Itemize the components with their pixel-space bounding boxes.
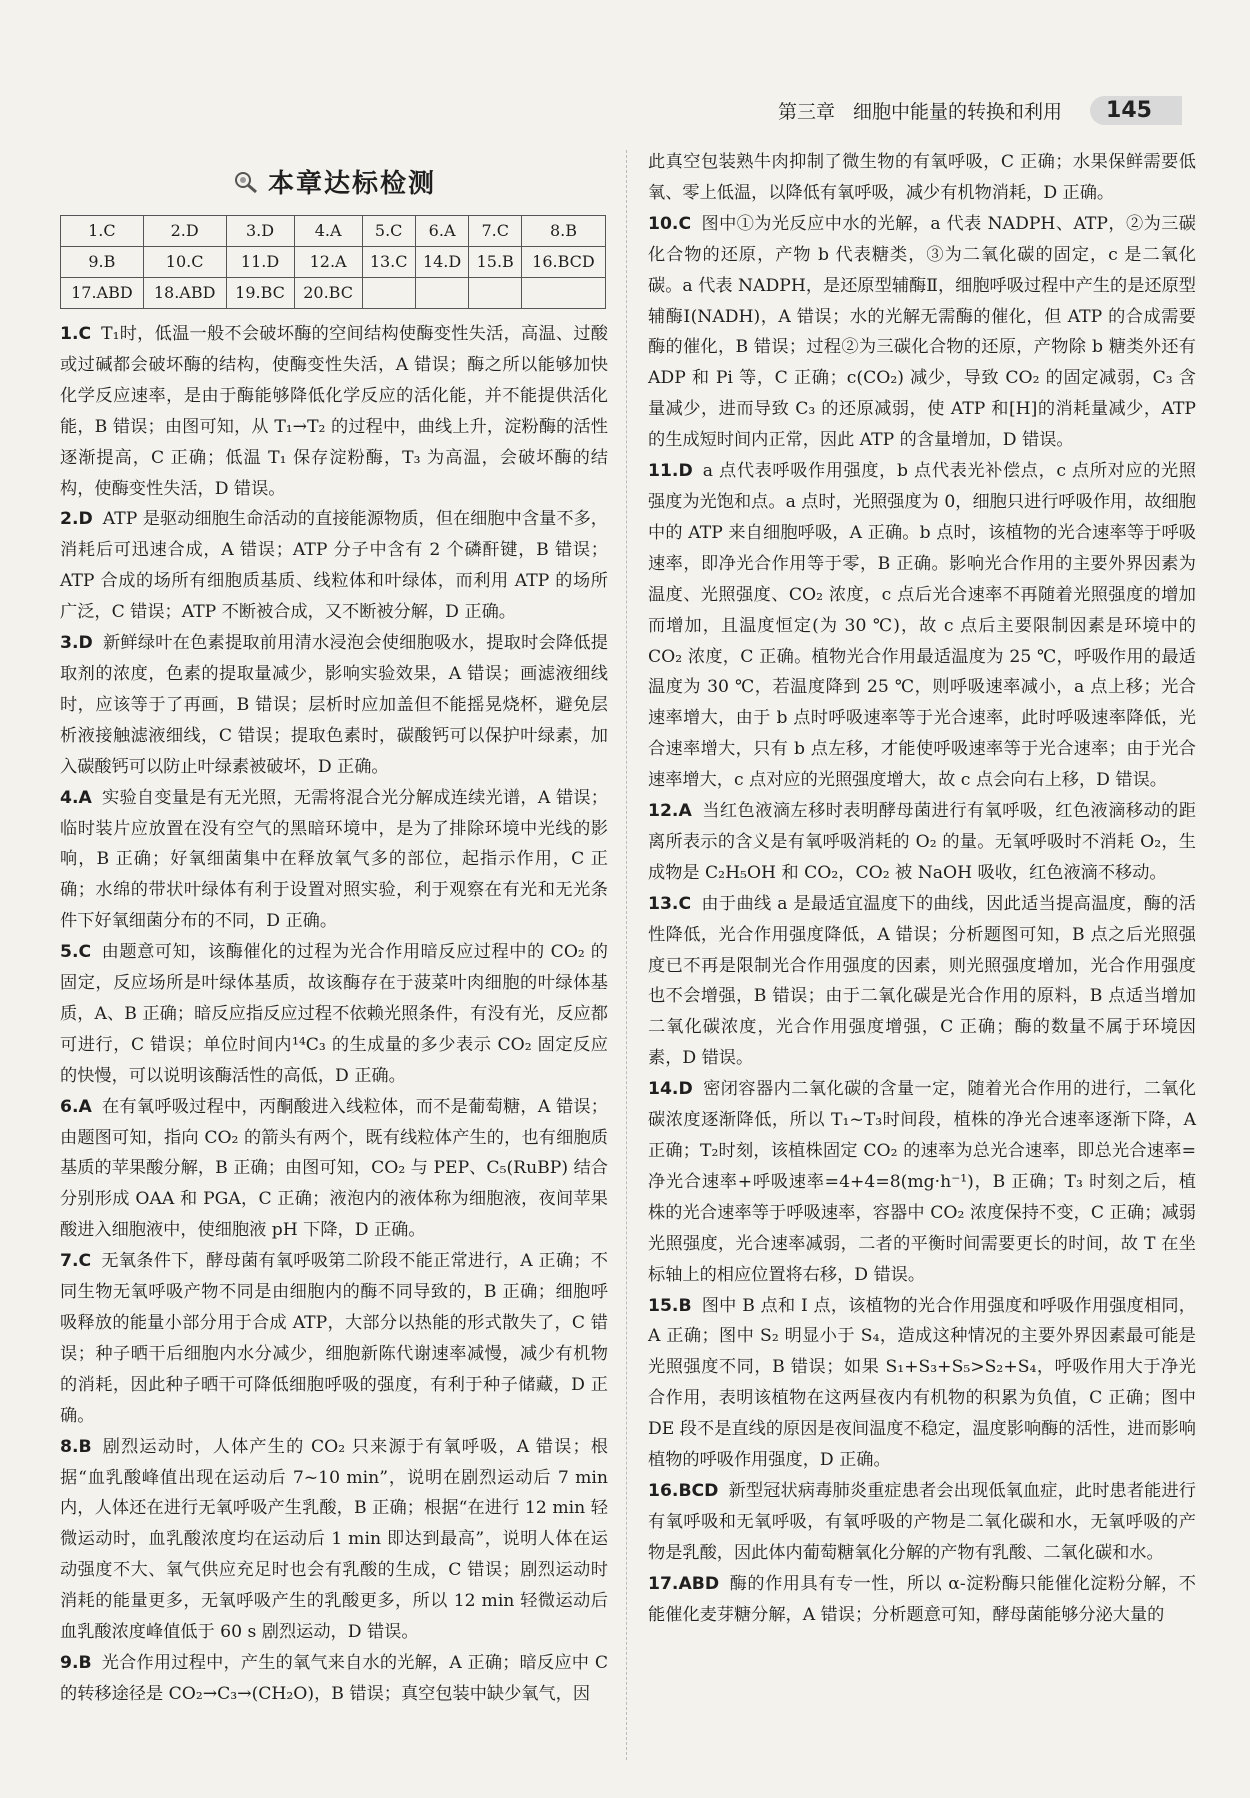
answer-explanation bbox=[648, 456, 1196, 796]
answer-cell: 4.A bbox=[294, 216, 362, 247]
answer-explanation bbox=[60, 1432, 608, 1648]
answer-cell: 20.BC bbox=[294, 278, 362, 309]
answer-cell: 7.C bbox=[469, 216, 521, 247]
answer-cell: 1.C bbox=[61, 216, 144, 247]
explanation-text: 新鲜绿叶在色素提取前用清水浸泡会使细胞吸水，提取时会降低提取剂的浓度，色素的提取量减少，影响实验效果，A 错误；画滤液细线时，应该等于了再画，B 错误；层析时应加盖但不能摇晃烧杯，避免层析液接触滤液细线，C 错误；提取色素时，碳酸钙可以保护叶绿素，加入碳酸钙可以防止叶绿素被破坏，D 正确。 bbox=[60, 633, 608, 777]
answer-explanation bbox=[648, 1291, 1196, 1476]
section-title bbox=[60, 166, 608, 205]
answer-explanation bbox=[648, 1476, 1196, 1569]
question-number: 9.B bbox=[60, 1652, 92, 1673]
answer-cell bbox=[415, 278, 469, 309]
answer-table-row bbox=[61, 216, 606, 247]
answer-cell: 15.B bbox=[469, 247, 521, 278]
explanation-text: 酶的作用具有专一性，所以 α-淀粉酶只能催化淀粉分解，不能催化麦芽糖分解，A 错误；分析题意可知，酵母菌能够分泌大量的 bbox=[648, 1573, 1196, 1625]
question-number: 5.C bbox=[60, 942, 92, 963]
answer-explanation bbox=[648, 889, 1196, 1074]
page-header bbox=[778, 92, 1250, 128]
answer-explanation bbox=[60, 319, 608, 504]
question-number: 7.C bbox=[60, 1251, 92, 1272]
explanation-text: 由于曲线 a 是最适宜温度下的曲线，因此适当提高温度，酶的活性降低，光合作用强度降低，A 错误；分析题图可知，B 点之后光照强度已不再是限制光合作用强度的因素，则光照强度增加，光合作用强度也不会增强，B 错误；由于二氧化碳是光合作用的原料，B 点适当增加二氧化碳浓度，光合作用强度增强，C 正确；酶的数量不属于环境因素，D 错误。 bbox=[648, 893, 1196, 1069]
question-number: 14.D bbox=[648, 1079, 693, 1100]
explanation-text: 剧烈运动时，人体产生的 CO₂ 只来源于有氧呼吸，A 错误；根据“血乳酸峰值出现在运动后 7~10 min”，说明在剧烈运动后 7 min 内，人体还在进行无氧呼吸产生乳酸，B 正确；根据“在进行 12 min 轻微运动时，血乳酸浓度均在运动后 1 min 即达到最高”，说明人体在运动强度不大、氧气供应充足时也会有乳酸的生成，C 错误；剧烈运动时消耗的能量更多，无氧呼吸产生的乳酸更多，所以 12 min 轻微运动后血乳酸浓度峰值低于 60 s 剧烈运动，D 错误。 bbox=[60, 1436, 608, 1643]
question-number: 12.A bbox=[648, 801, 692, 822]
explanation-text: 在有氧呼吸过程中，丙酮酸进入线粒体，而不是葡萄糖，A 错误；由题图可知，指向 CO₂ 的箭头有两个，既有线粒体产生的，也有细胞质基质的苹果酸分解，B 正确；由图可知，CO₂ 与 PEP、C₅(RuBP) 结合分别形成 OAA 和 PGA，C 正确；液泡内的液体称为细胞液，夜间苹果酸进入细胞液中，使细胞液 pH 下降，D 正确。 bbox=[60, 1096, 608, 1241]
answer-table bbox=[60, 215, 606, 309]
question-number: 15.B bbox=[648, 1295, 692, 1316]
answer-explanation bbox=[60, 1246, 608, 1431]
answer-table-row bbox=[61, 278, 606, 309]
explanation-text: 由题意可知，该酶催化的过程为光合作用暗反应过程中的 CO₂ 的固定，反应场所是叶绿体基质，故该酶存在于菠菜叶肉细胞的叶绿体基质，A、B 正确；暗反应指反应过程不依赖光照条件，有没有光，反应都可进行，C 错误；单位时间内¹⁴C₃ 的生成量的多少表示 CO₂ 固定反应的快慢，可以说明该酶活性的高低，D 正确。 bbox=[60, 942, 608, 1086]
column-divider bbox=[626, 150, 627, 1760]
question-number: 2.D bbox=[60, 509, 93, 530]
explanation-text: 实验自变量是有无光照，无需将混合光分解成连续光谱，A 错误；临时装片应放置在没有空气的黑暗环境中，是为了排除环境中光线的影响，B 正确；好氧细菌集中在释放氧气多的部位，起指示作用，C 正确；水绵的带状叶绿体有利于设置对照实验，利于观察在有光和无光条件下好氧细菌分布的不同，D 正确。 bbox=[60, 787, 608, 932]
answer-cell bbox=[469, 278, 521, 309]
question-number: 4.A bbox=[60, 787, 92, 808]
answer-explanation bbox=[648, 1569, 1196, 1631]
question-number: 16.BCD bbox=[648, 1480, 719, 1501]
answer-table-row bbox=[61, 247, 606, 278]
page-number: 145 bbox=[1090, 96, 1182, 125]
explanation-text: ATP 是驱动细胞生命活动的直接能源物质，但在细胞中含量不多，消耗后可迅速合成，A 错误；ATP 分子中含有 2 个磷酐键，B 错误；ATP 合成的场所有细胞质基质、线粒体和叶绿体，而利用 ATP 的场所广泛，C 错误；ATP 不断被合成，又不断被分解，D 正确。 bbox=[60, 509, 608, 623]
answer-cell bbox=[521, 278, 605, 309]
answer-cell: 5.C bbox=[362, 216, 415, 247]
explanation-text: 无氧条件下，酵母菌有氧呼吸第二阶段不能正常进行，A 正确；不同生物无氧呼吸产物不同是由细胞内的酶不同导致的，B 正确；细胞呼吸释放的能量小部分用于合成 ATP，大部分以热能的形式散失了，C 错误；种子晒干后细胞内水分减少，细胞新陈代谢速率减慢，减少有机物的消耗，因此种子晒干可降低细胞呼吸的强度，有利于种子储藏，D 正确。 bbox=[60, 1251, 608, 1426]
explanation-text: T₁时，低温一般不会破坏酶的空间结构使酶变性失活，高温、过酸或过碱都会破坏酶的结构，使酶变性失活，A 错误；酶之所以能够加快化学反应速率，是由于酶能够降低化学反应的活化能，并不能提供活化能，B 错误；由图可知，从 T₁→T₂ 的过程中，曲线上升，淀粉酶的活性逐渐提高，C 正确；低温 T₁ 保存淀粉酶，T₃ 为高温，会破坏酶的结构，使酶变性失活，D 错误。 bbox=[60, 324, 608, 499]
answer-cell: 19.BC bbox=[226, 278, 294, 309]
question-number: 13.C bbox=[648, 893, 692, 914]
answer-explanation bbox=[648, 1074, 1196, 1290]
answer-explanation bbox=[60, 937, 608, 1092]
chapter-title: 细胞中能量的转换和利用 bbox=[853, 100, 1063, 123]
answer-explanation bbox=[60, 1092, 608, 1247]
explanation-text: 图中①为光反应中水的光解，a 代表 NADPH、ATP，②为三碳化合物的还原，产物 b 代表糖类，③为二氧化碳的固定，c 是二氧化碳。a 代表 NADPH，是还原型辅酶Ⅱ，细胞呼吸过程中产生的是还原型辅酶Ⅰ(NADH)，A 错误；水的光解无需酶的催化，但 ATP 的合成需要酶的催化，B 错误；过程②为三碳化合物的还原，产物除 b 糖类外还有 ADP 和 Pi 等，C 正确；c(CO₂) 减少，导致 CO₂ 的固定减弱，C₃ 含量减少，进而导致 C₃ 的还原减弱，使 ATP 和[H]的消耗量减少，ATP 的生成短时间内正常，因此 ATP 的含量增加，D 错误。 bbox=[648, 213, 1196, 451]
answer-cell: 16.BCD bbox=[521, 247, 605, 278]
question-number: 17.ABD bbox=[648, 1573, 720, 1594]
question-number: 1.C bbox=[60, 324, 92, 344]
answer-explanation bbox=[648, 796, 1196, 889]
explanation-text: a 点代表呼吸作用强度，b 点代表光补偿点，c 点所对应的光照强度为光饱和点。a 点时，光照强度为 0，细胞只进行呼吸作用，故细胞中的 ATP 来自细胞呼吸，A 正确。b 点时，该植物的光合速率等于呼吸速率，即净光合作用等于零，B 正确。影响光合作用的主要外界因素为温度、光照强度、CO₂ 浓度，c 点后光合速率不再随着光照强度的增加而增加，且温度恒定(为 30 ℃)，故 c 点后主要限制因素是环境中的 CO₂ 浓度，C 正确。植物光合作用最适温度为 25 ℃，呼吸作用的最适温度为 30 ℃，若温度降到 25 ℃，则呼吸速率减小，a 点上移；光合速率增大，由于 b 点时呼吸速率等于光合速率，此时呼吸速率降低，光合速率增大，只有 b 点左移，才能使呼吸速率等于光合速率；由于光合速率增大，c 点对应的光照强度增大，故 c 点会向右上移，D 错误。 bbox=[648, 461, 1196, 791]
left-column bbox=[60, 160, 608, 1710]
question-number: 10.C bbox=[648, 213, 692, 234]
right-answer-list bbox=[648, 147, 1196, 1631]
answer-cell: 12.A bbox=[294, 247, 362, 278]
answer-explanation bbox=[60, 504, 608, 628]
answer-cell: 9.B bbox=[61, 247, 144, 278]
answer-cell bbox=[362, 278, 415, 309]
answer-cell: 18.ABD bbox=[143, 278, 226, 309]
answer-explanation bbox=[60, 628, 608, 783]
question-number: 6.A bbox=[60, 1096, 92, 1117]
explanation-text: 图中 B 点和 I 点，该植物的光合作用强度和呼吸作用强度相同，A 正确；图中 S₂ 明显小于 S₄，造成这种情况的主要外界因素最可能是光照强度不同，B 错误；如果 S₁+S₃+S₅>S₂+S₄，呼吸作用大于净光合作用，表明该植物在这两昼夜内有机物的积累为负值，C 正确；图中 DE 段不是直线的原因是夜间温度不稳定，温度影响酶的活性，进而影响植物的呼吸作用强度，D 正确。 bbox=[648, 1295, 1196, 1471]
answer-cell: 10.C bbox=[143, 247, 226, 278]
answer-cell: 6.A bbox=[415, 216, 469, 247]
question-number: 3.D bbox=[60, 633, 93, 654]
answer-explanation bbox=[648, 147, 1196, 209]
answer-cell: 8.B bbox=[521, 216, 605, 247]
chapter-label: 第三章 bbox=[778, 100, 836, 123]
explanation-text: 光合作用过程中，产生的氧气来自水的光解，A 正确；暗反应中 C 的转移途径是 CO₂→C₃→(CH₂O)，B 错误；真空包装中缺少氧气，因 bbox=[60, 1652, 608, 1704]
explanation-text: 此真空包装熟牛肉抑制了微生物的有氧呼吸，C 正确；水果保鲜需要低氧、零上低温，以降低有氧呼吸，减少有机物消耗，D 正确。 bbox=[648, 152, 1196, 203]
magnifier-icon bbox=[232, 169, 260, 205]
explanation-text: 当红色液滴左移时表明酵母菌进行有氧呼吸，红色液滴移动的距离所表示的含义是有氧呼吸消耗的 O₂ 的量。无氧呼吸时不消耗 O₂，生成物是 C₂H₅OH 和 CO₂，CO₂ 被 NaOH 吸收，红色液滴不移动。 bbox=[648, 801, 1196, 883]
right-column bbox=[648, 147, 1196, 1631]
answer-cell: 13.C bbox=[362, 247, 415, 278]
answer-explanation bbox=[648, 209, 1196, 456]
answer-cell: 3.D bbox=[226, 216, 294, 247]
answer-cell: 14.D bbox=[415, 247, 469, 278]
question-number: 11.D bbox=[648, 461, 693, 482]
answer-explanation bbox=[60, 783, 608, 938]
answer-explanation bbox=[60, 1648, 608, 1710]
answer-cell: 17.ABD bbox=[61, 278, 144, 309]
explanation-text: 新型冠状病毒肺炎重症患者会出现低氧血症，此时患者能进行有氧呼吸和无氧呼吸，有氧呼吸的产物是二氧化碳和水，无氧呼吸的产物是乳酸，因此体内葡萄糖氧化分解的产物有乳酸、二氧化碳和水。 bbox=[648, 1480, 1196, 1563]
left-answer-list bbox=[60, 319, 608, 1710]
question-number: 8.B bbox=[60, 1436, 92, 1457]
section-title-text: 本章达标检测 bbox=[267, 169, 436, 199]
answer-cell: 2.D bbox=[143, 216, 226, 247]
answer-cell: 11.D bbox=[226, 247, 294, 278]
explanation-text: 密闭容器内二氧化碳的含量一定，随着光合作用的进行，二氧化碳浓度逐渐降低，所以 T₁~T₃时间段，植株的净光合速率逐渐下降，A 正确；T₂时刻，该植株固定 CO₂ 的速率为总光合速率，即总光合速率=净光合速率+呼吸速率=4+4=8(mg·h⁻¹)，B 正确；T₃ 时刻之后，植株的光合速率等于呼吸速率，容器中 CO₂ 浓度保持不变，C 正确；减弱光照强度，光合速率减弱，二者的平衡时间需要更长的时间，故 T 在坐标轴上的相应位置将右移，D 错误。 bbox=[648, 1079, 1196, 1285]
